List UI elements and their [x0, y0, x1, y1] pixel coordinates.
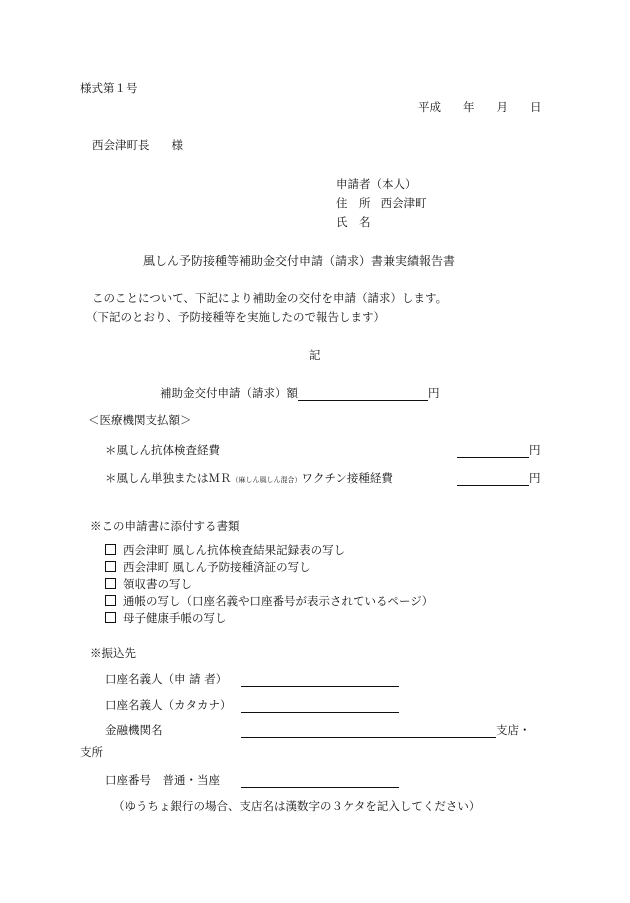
checkbox[interactable]	[105, 612, 116, 623]
attachment-item[interactable]	[105, 561, 311, 575]
addressee-name: 西会津町長	[92, 138, 150, 152]
payment-item-1-label: ＊風しん抗体検査経費	[105, 443, 220, 457]
date-year: 年	[463, 100, 475, 114]
account-number-field[interactable]	[241, 774, 399, 788]
branch-suffix: 支店・	[496, 723, 531, 737]
amount-field[interactable]	[298, 388, 428, 401]
transfer-heading: ※振込先	[90, 646, 136, 660]
payment-item-2-field[interactable]	[457, 473, 529, 486]
intro-line-2: （下記のとおり、予防接種等を実施したので報告します）	[86, 310, 385, 324]
transfer-note: （ゆうちょ銀行の場合、支店名は漢数字の３ケタを記入してください）	[113, 799, 481, 813]
payment-item-2-label	[105, 472, 393, 486]
date-line	[418, 101, 542, 115]
payment-item-1-unit: 円	[529, 443, 541, 457]
bank-label: 金融機関名	[105, 723, 163, 737]
amount-unit: 円	[428, 386, 440, 400]
amount-label: 補助金交付申請（請求）額	[160, 386, 298, 400]
date-day: 日	[530, 100, 542, 114]
attachment-item[interactable]	[105, 578, 192, 592]
attachment-item[interactable]	[105, 595, 433, 609]
attachment-item[interactable]	[105, 544, 345, 558]
account-kana-field[interactable]	[241, 699, 399, 713]
form-number: 様式第１号	[80, 81, 138, 95]
payment-item-2-label-b: ワクチン接種経費	[301, 471, 393, 485]
attachment-label: 西会津町 風しん抗体検査結果記録表の写し	[123, 543, 346, 557]
bank-field[interactable]	[241, 725, 496, 738]
account-kana-label: 口座名義人（カタカナ）	[105, 698, 232, 712]
payment-item-2-unit: 円	[529, 471, 541, 485]
payment-item-1-field[interactable]	[457, 445, 529, 458]
checkbox[interactable]	[105, 578, 116, 589]
checkbox[interactable]	[105, 595, 116, 606]
document-title: 風しん予防接種等補助金交付申請（請求）書兼実績報告書	[143, 254, 456, 268]
account-name-label: 口座名義人（申 請 者）	[105, 672, 228, 686]
applicant-name-label: 氏 名	[336, 215, 371, 229]
payment-item-1-amount	[457, 444, 541, 458]
payment-item-2-amount	[457, 472, 541, 486]
date-month: 月	[496, 100, 508, 114]
attachment-label: 母子健康手帳の写し	[123, 611, 227, 625]
attachment-label: 領収書の写し	[123, 577, 192, 591]
payment-item-2-label-small: （麻しん風しん混合）	[231, 476, 302, 484]
applicant-address	[336, 197, 427, 211]
date-era: 平成	[418, 100, 441, 114]
applicant-label: 申請者（本人）	[336, 177, 417, 191]
account-name-field[interactable]	[241, 673, 399, 687]
attachment-label: 西会津町 風しん予防接種済証の写し	[123, 560, 311, 574]
ki-heading: 記	[309, 348, 321, 362]
branch-suffix-wrap: 支所	[80, 745, 103, 759]
address-value: 西会津町	[380, 196, 427, 210]
amount-line	[160, 387, 440, 401]
payments-heading: ＜医療機関支払額＞	[88, 413, 192, 427]
bank-field-line	[241, 724, 531, 738]
attachments-heading: ※この申請書に添付する書類	[90, 519, 240, 533]
attachment-label: 通帳の写し（口座名義や口座番号が表示されているページ）	[123, 594, 434, 608]
address-label: 住 所	[336, 196, 371, 210]
addressee	[92, 139, 183, 153]
payment-item-2-label-a: ＊風しん単独またはＭＲ	[105, 471, 232, 485]
checkbox[interactable]	[105, 561, 116, 572]
intro-line-1: このことについて、下記により補助金の交付を申請（請求）します。	[92, 291, 448, 305]
attachment-item[interactable]	[105, 612, 227, 626]
checkbox[interactable]	[105, 544, 116, 555]
account-number-label: 口座番号 普通・当座	[105, 773, 220, 787]
addressee-honorific: 様	[171, 138, 183, 152]
